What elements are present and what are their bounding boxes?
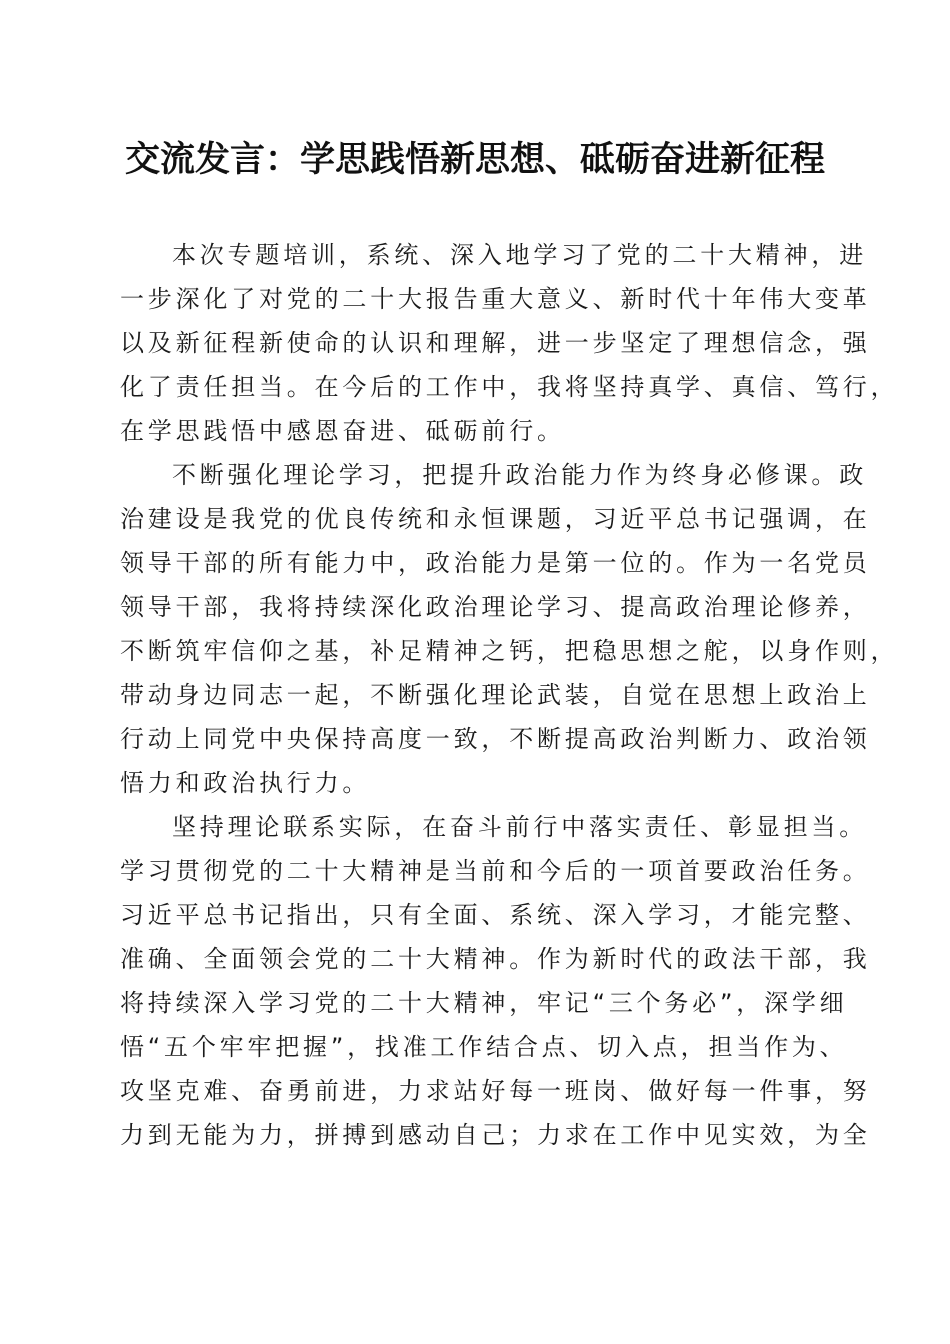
paragraph-line: 悟“五个牢牢把握”，找准工作结合点、切入点，担当作为、 xyxy=(120,1033,848,1061)
paragraph-line: 准确、全面领会党的二十大精神。作为新时代的政法干部，我 xyxy=(120,945,871,973)
document-title: 交流发言：学思践悟新思想、砥砺奋进新征程 xyxy=(124,139,825,180)
paragraph-line: 一步深化了对党的二十大报告重大意义、新时代十年伟大变革 xyxy=(120,285,871,313)
paragraph-line: 带动身边同志一起，不断强化理论武装，自觉在思想上政治上 xyxy=(120,681,871,709)
paragraph-line: 习近平总书记指出，只有全面、系统、深入学习，才能完整、 xyxy=(120,901,871,929)
paragraph-line: 化了责任担当。在今后的工作中，我将坚持真学、真信、笃行， xyxy=(120,373,899,401)
paragraph-2 xyxy=(120,453,899,805)
paragraph-line: 治建设是我党的优良传统和永恒课题，习近平总书记强调，在 xyxy=(120,505,871,533)
paragraph-line: 行动上同党中央保持高度一致，不断提高政治判断力、政治领 xyxy=(120,725,871,753)
paragraph-line: 领导干部，我将持续深化政治理论学习、提高政治理论修养， xyxy=(120,593,871,621)
paragraph-line: 领导干部的所有能力中，政治能力是第一位的。作为一名党员 xyxy=(120,549,871,577)
paragraph-line: 力到无能为力，拼搏到感动自己；力求在工作中见实效，为全 xyxy=(120,1121,871,1149)
paragraph-line: 不断筑牢信仰之基，补足精神之钙，把稳思想之舵，以身作则， xyxy=(120,637,899,665)
paragraph-line: 不断强化理论学习，把提升政治能力作为终身必修课。政 xyxy=(172,461,867,489)
paragraph-line: 将持续深入学习党的二十大精神，牢记“三个务必”，深学细 xyxy=(120,989,848,1017)
paragraph-line: 本次专题培训，系统、深入地学习了党的二十大精神，进 xyxy=(172,241,867,269)
document-body xyxy=(120,233,899,1157)
paragraph-line: 攻坚克难、奋勇前进，力求站好每一班岗、做好每一件事，努 xyxy=(120,1077,871,1105)
paragraph-1 xyxy=(120,233,899,453)
paragraph-3 xyxy=(120,805,871,1157)
paragraph-line: 学习贯彻党的二十大精神是当前和今后的一项首要政治任务。 xyxy=(120,857,871,885)
paragraph-line: 在学思践悟中感恩奋进、砥砺前行。 xyxy=(120,417,565,445)
paragraph-line: 以及新征程新使命的认识和理解，进一步坚定了理想信念，强 xyxy=(120,329,871,357)
paragraph-line: 坚持理论联系实际，在奋斗前行中落实责任、彰显担当。 xyxy=(172,813,867,841)
paragraph-line: 悟力和政治执行力。 xyxy=(120,769,371,797)
